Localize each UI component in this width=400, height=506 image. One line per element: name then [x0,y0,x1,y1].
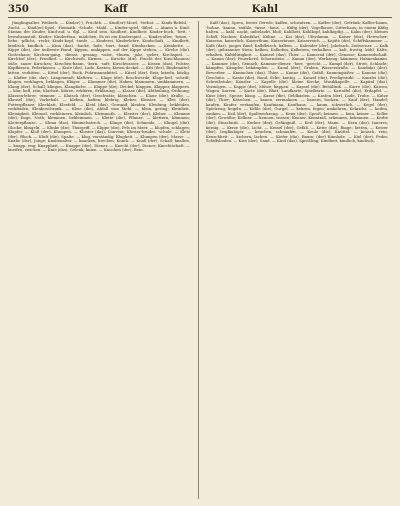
page-header [8,4,392,18]
right-running-headword: Kahl [251,4,278,15]
page-number: 350 [8,4,29,15]
left-column-text: Jünglingsalter. Weiberk. — Kinder(-), Fruchtb. — Kind(er)-Mord, -Verbot. — Kinds-Befehl, -Zucht. — Kind(er)-Spiel, -Heimath, -Schule, -Mahl. — Kinder-spiel, -Bibel. — Ahnen u. Kind: Stamm der Kinder, Kind-auf, u. dgl. — Kind sein, Kindheit. Kindheit: Kinder-buch, -bett, -bewahranstalt. Kinder: Kinderfrau, -mädchen. Es ist ein Kinderspiel. — Kindes-alter, -beine, -liebe, -pflicht, -recht; Kinds-kopf, -taufe. — Kinderei, Kinderlehre, Kindschaft. — Kindbett, kindisch, kindlich. — Kinn (das), -backe, -lade, -bart, -band. Kinnbacken. — Kinnkette. — Kippe (die), der äußerste Rand; kippen, umkippen, auf der Kippe stehen. — Kirche (die), Gotteshaus; Kirchen-gang, -dienst, -gesang, -vater, -thurm, -jahr, -gebet; Kirchspiel. — Kirchhof (der), Friedhof. — Kirchweih, Kirmes. — Kirsche (die), Frucht des Kirschbaums; süße, saure Kirschen; Kirschen-baum, -kern, -saft; Kirschwasser. — Kissen (das), Polster, Kopfkissen, Federkissen. — Kiste (die), Lade, Kasten; Kisten-deckel. — Kitt (der), Bindemittel; kitten, verkitten. — Kittel (der), Rock, Fuhrmannskittel. — Kitzel (der), Reiz; kitzeln, kitzlig. — Klafter (die, das), Längenmaß; klaftern. — Klage (die), Beschwerde; Klage-lied, -schrift; klagen, verklagen, beklagen, Kläger. — Klammer (die), Haken; klammern, umklammern. — Klang (der), Schall; klingen, Klangfarbe. — Klappe (die), Deckel; klappen, Klapper, klappern. — klar, hell, rein; Klarheit, klären, erklären, Erklärung. — Klasse (die), Abtheilung, Ordnung; Klassen-lehrer, -zimmer. — Klatsch (der), Geschwätz; klatschen. — Klaue (die), Kralle. — Klausel (die), Vorbehalt. — kleben, haften; klebrig, Kleber, Kleister. — Klee (der), Futterpflanze; Kleeblatt, Kleefeld. — Kleid (das), Gewand; kleiden, Kleidung, bekleiden, verkleiden, Kleiderschrank. — Kleie (die), Abfall vom Mehl. — klein, gering; Kleinheit, Kleinigkeit, Kleinod, verkleinern, kleinlich, Kleinmuth. — Kleister (der), Kleber. — Klemme (die), Enge, Noth; klemmen, beklemmen. — Klette (die), Pflanze. — klettern, klimmen; Kletterpflanze. — Klima (das), Himmelsstrich. — Klinge (die), Schneide. — Klingel (die), Glocke; klingeln. — Klinke (die), Thürgriff. — Klippe (die), Fels im Meer. — klopfen, schlagen; Klopfer. — Kloß (der), Klumpen. — Kloster (das), Convent; Kloster-bruder, -schule. — Klotz (der), Block. — Kluft (die), Spalte. — klug, verständig; Klugheit. — Klumpen (der), Masse. — Knabe (der), Junge; Knabenalter. — knacken, brechen; Knack. — Knall (der), Schall; knallen. — knapp, eng; Knappheit. — Knappe (der), Diener. — Knecht (der), Diener; Knechtschaft. — kneifen, zwicken. — Knie (das), Gelenk; knien. — Knochen (der), Bein. [8,21,190,153]
header-rule [8,17,392,18]
column-divider [198,21,199,499]
right-column-text: Kaff (das), Spreu, leeres Gerede; kaffen, schwatzen. — Kaffee (der), Getränk; Kaffee-baum, -bohne, -kanne, -mühle, -tasse, -haus. — Käfig (der), Vogelbauer, Gitterhaus; in einem Käfig halten. — kahl, nackt, unbelaubt, bloß; Kahlheit, Kahlkopf, kahlköpfig. — Kahn (der), kleines Schiff, Nachen; Kahnfahrt, Kähne. — Kai (der), Uferdamm. — Kaiser (der), Herrscher; Kaiserin, kaiserlich, Kaiserthum, Kaiserkrone, Kaiserreich. — Kajüte (die), Schiffskammer. — Kalb (das), junges Rind; Kalbfleisch, kalben. — Kalender (der), Jahrbuch, Zeitweiser. — Kalk (der), gebrannter Stein; kalken, Kalkofen, Kalkstein, verkalken. — kalt, frostig, kühl; Kälte, erkalten, Kaltblütigkeit. — Kameel (das), Thier. — Kamerad (der), Genosse; Kameradschaft. — Kamin (der), Feuerherd, Schornstein. — Kamm (der), Werkzeug; kämmen; Hahnenkamm. — Kammer (die), Gemach; Kammer-diener, -herr, -gericht. — Kampf (der), Streit, Schlacht; kämpfen, Kämpfer, bekämpfen. — Kanal (der), Graben, Wasserstraße. — Kandidat (der), Bewerber. — Kaninchen (das), Thier. — Kanne (die), Gefäß; Kannengießer. — Kanone (die), Geschütz. — Kante (die), Rand, Ecke; kantig. — Kanzel (die), Predigtstuhl. — Kanzlei (die), Schreibstube; Kanzler. — Kapelle (die), kleine Kirche; Musikkapelle. — Kapital (das), Vermögen. — Kappe (die), Mütze; kappen. — Kapsel (die), Behältniß. — Karre (die), Karren, Wagen; karren. — Karte (die), Blatt; Landkarte, Spielkarte. — Kartoffel (die), Erdapfel. — Käse (der), Speise; käsig. — Kasse (die), Geldkasten. — Kasten (der), Lade, Truhe. — Katze (die), Thier; Kätzchen. — kauen, zermalmen. — kauern, hocken. — Kauf (der), Handel; kaufen, Käufer, verkaufen, Kaufmann, Kaufhaus. — kaum, schwerlich. — Kegel (der), Spielzeug; kegeln. — Kehle (die), Gurgel. — kehren, fegen; umkehren, Kehricht. — keifen, zanken. — Keil (der), Spaltwerkzeug. — Keim (der), Sproß; keimen. — kein, keiner. — Keller (der), Gewölbe; Kellner. — kennen, wissen; Kenner, Kenntniß, erkennen, bekennen. — Kerbe (die), Einschnitt. — Kerker (der), Gefängniß. — Kerl (der), Mann. — Kern (der), Inneres; kernig. — Kerze (die), Licht. — Kessel (der), Gefäß. — Kette (die), Ringe; ketten. — Ketzer (der), Irrgläubiger. — keuchen, schnaufen. — Keule (die), Knüttel. — keusch, rein; Keuschheit. — kichern, lachen. — Kiefer (die), Baum; (der) Kinnlade. — Kiel (der), Feder, Schiffsboden. — Kies (der), Sand. — Kind (das), Sprößling; Kindheit, kindlich, kindisch. [206,21,388,144]
right-column [206,21,388,499]
left-running-headword: Kaff [104,4,128,15]
left-column [8,21,190,499]
